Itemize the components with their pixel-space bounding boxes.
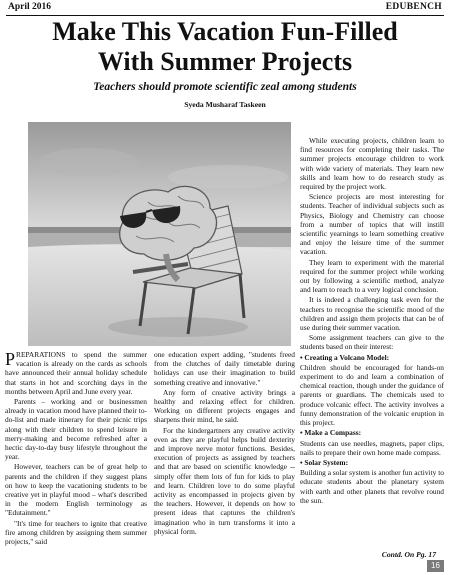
paragraph: Students can use needles, magnets, paper clips, nails to prepare their own home made compass. [300,438,444,457]
paragraph: Children should be encouraged for hands-on experiment to do and learn a combination of chemical reaction, though under the guidance of parents or guardians. The chemicals used to produce volcanic effect. The activity involves a funny demonstration of the volcanic eruption in this project. [300,362,444,428]
header-rule [6,15,444,16]
paragraph: one education expert adding, "students freed from the clutches of daily timetable during holidays can use their imagination to build something creative and innovative." [154,350,295,387]
paragraph: Some assignment teachers can give to the students based on their interest: [300,333,444,352]
subhead-compass: • Make a Compass: [300,428,362,438]
paragraph: They learn to experiment with the material required for the summer project while working out by following a scientific method, analyze and learn to reach to a very logical conclusion. [300,257,444,295]
article-byline: Syeda Musharaf Taskeen [184,100,266,109]
article-headline [6,17,444,77]
article-photo-brain-on-beach-chair [28,122,291,346]
continued-note: Contd. On Pg. 17 [381,550,436,559]
subhead-volcano: • Creating a Volcano Model: [300,352,390,362]
paragraph: For the kindergartners any creative activity even as they are playful helps build dexterity and improve nerve motor functions. Besides, execution of projects as assigned by teachers and that are based on scientific knowledge -- simply offer them lots of fun for kids to play and learn. Children love to do some playful activity as encompassed in projects given by the teachers. However, it depends on how to present ideas that captures the children's imagination who in turn transforms it into a physical form. [154,425,295,536]
paragraph: While executing projects, children learn to find resources for completing their tasks. The summer projects encourage children to work with wide variety of materials. They learn new skills and learn how to do research study as required by the project work. [300,136,444,192]
paragraph: PREPARATIONS to spend the summer vacation is already on the cards as schools have announced their annual holiday schedule that starts in hot and scorching days in the months between April and June every year. [5,349,147,396]
article-column-3 [300,136,444,506]
issue-date: April 2016 [8,2,52,12]
paragraph: Parents – working and or businessmen already in vacation mood have planned their to-do-list and made itinerary for their picnic trips along with their children to spend leisure in merry-making and become refreshed after a hectic day-to-day busy lifestyle throughout the year. [5,397,147,462]
subhead-solar-system: • Solar System: [300,457,349,467]
paragraph: Any form of creative activity brings a healthy and relaxing effect for children. Working on different projects engages and sharpens their mind, he said. [154,387,295,425]
paragraph: "It's time for teachers to ignite that creative fire among children by assigning them summer projects," said [5,518,147,547]
paragraph: However, teachers can be of great help to parents and the children if they suggest plans on how to keep the vacationing students to be creative yet in playful mood – what's described in the modern English terminology as "Edutainment." [5,462,147,518]
headline-line-2: With Summer Projects [97,47,353,76]
article-column-1 [5,350,147,547]
paragraph: Science projects are most interesting for students. Teacher of individual subjects such as Physics, Biology and Chemistry can choose from a number of topics that will instill scientific yearnings to learn something creative and enjoy the leisure time of the summer vacation. [300,192,444,257]
section-name: EDUBENCH [385,2,442,12]
article-deck: Teachers should promote scientific zeal among students [93,81,357,93]
paragraph: It is indeed a challenging task even for the teachers to recognise the scientific mood of the children and assign them projects that can be of use during their summer vacation. [300,295,444,333]
page-number: 16 [427,560,444,572]
paragraph: Building a solar system is another fun activity to educate students about the planetary system with earth and other planets that revolve round the sun. [300,468,444,505]
headline-line-1: Make This Vacation Fun-Filled [52,17,398,46]
drop-cap: P [5,349,16,369]
article-column-2 [154,350,295,537]
